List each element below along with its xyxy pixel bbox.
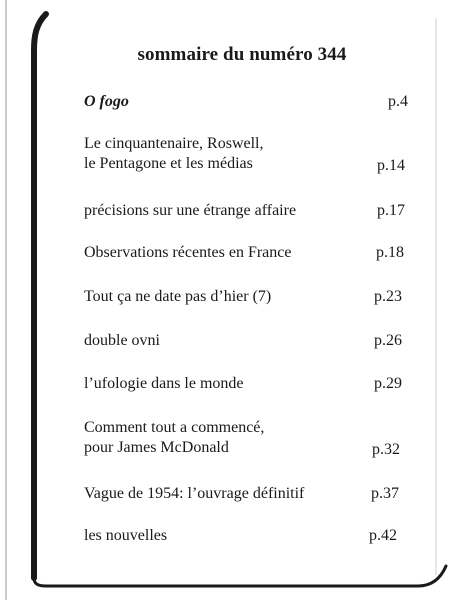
toc-entry[interactable] xyxy=(84,92,414,112)
toc-entry-page: p.42 xyxy=(369,527,397,544)
toc-entry-title: O fogo xyxy=(84,93,129,110)
toc-entry-title: Vague de 1954: l’ouvrage définitif xyxy=(84,485,305,502)
table-of-contents xyxy=(84,0,414,600)
toc-entry-page: p.29 xyxy=(374,375,402,392)
toc-entry-title: double ovni xyxy=(84,332,160,349)
left-border xyxy=(34,14,46,578)
toc-entry-title: les nouvelles xyxy=(84,527,168,544)
toc-entry[interactable] xyxy=(84,287,414,307)
toc-entry[interactable] xyxy=(84,374,414,394)
toc-entry-page: p.32 xyxy=(372,441,400,458)
toc-entry-page: p.18 xyxy=(376,244,404,261)
toc-entry[interactable] xyxy=(84,331,414,351)
page-title: sommaire du numéro 344 xyxy=(137,44,347,65)
toc-entry-page: p.4 xyxy=(388,93,408,110)
toc-entry[interactable] xyxy=(84,134,414,174)
toc-entry[interactable] xyxy=(84,243,414,263)
toc-entry[interactable] xyxy=(84,418,414,458)
toc-entry[interactable] xyxy=(84,201,414,221)
toc-entry-page: p.14 xyxy=(377,157,405,174)
toc-entry-title: Observations récentes en France xyxy=(84,244,292,261)
toc-entry-title: Comment tout a commencé, pour James McDonald xyxy=(84,419,265,456)
toc-entry-page: p.26 xyxy=(374,332,402,349)
toc-entry-title: l’ufologie dans le monde xyxy=(84,375,244,392)
toc-entry-page: p.17 xyxy=(377,202,405,219)
toc-entry-title: Tout ça ne date pas d’hier (7) xyxy=(84,288,272,305)
toc-entry[interactable] xyxy=(84,484,414,504)
toc-entry-page: p.23 xyxy=(374,288,402,305)
toc-entry[interactable] xyxy=(84,526,414,546)
toc-entry-title: précisions sur une étrange affaire xyxy=(84,202,297,219)
toc-entry-title: Le cinquantenaire, Roswell, le Pentagone et les médias xyxy=(84,135,264,172)
toc-entry-page: p.37 xyxy=(371,485,399,502)
